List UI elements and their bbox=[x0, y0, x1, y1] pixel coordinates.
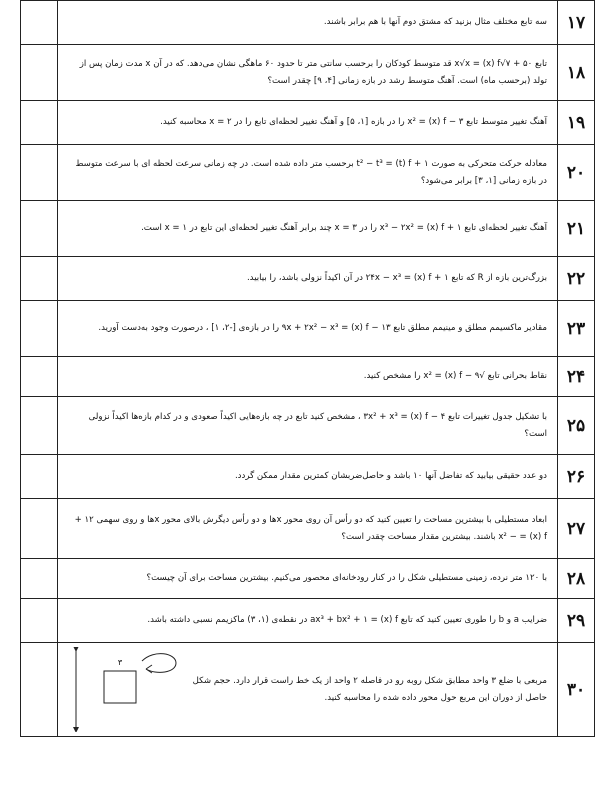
score-cell bbox=[21, 45, 58, 101]
question-number: ۲۴ bbox=[558, 357, 595, 397]
question-row bbox=[21, 455, 595, 499]
question-number: ۲۹ bbox=[558, 599, 595, 643]
score-cell bbox=[21, 301, 58, 357]
question-row bbox=[21, 145, 595, 201]
question-row bbox=[21, 397, 595, 455]
score-cell bbox=[21, 257, 58, 301]
question-row bbox=[21, 599, 595, 643]
question-number: ۲۸ bbox=[558, 559, 595, 599]
score-cell bbox=[21, 455, 58, 499]
question-row bbox=[21, 559, 595, 599]
question-row bbox=[21, 45, 595, 101]
score-cell bbox=[21, 397, 58, 455]
question-row bbox=[21, 257, 595, 301]
square-side-label: ۳ bbox=[117, 658, 123, 667]
question-text-cell: دو عدد حقیقی بیابید که تفاضل آنها ۱۰ باشد و حاصل‌ضربشان کمترین مقدار ممکن گردد. bbox=[58, 455, 558, 499]
score-cell bbox=[21, 599, 58, 643]
question-number: ۱۹ bbox=[558, 101, 595, 145]
question-text-cell: نقاط بحرانی تابع √۹ − x² = (x) f را مشخص کنید. bbox=[58, 357, 558, 397]
questions-table bbox=[20, 0, 595, 737]
rotation-figure bbox=[66, 647, 186, 732]
question-number: ۱۷ bbox=[558, 1, 595, 45]
question-number: ۲۳ bbox=[558, 301, 595, 357]
question-text-cell: ضرایب a و b را طوری تعیین کنید که تابع ax³ + bx² + ۱ = (x) f در نقطه‌ی (۱، ۳) ماکزیمم نسبی داشته باشد. bbox=[58, 599, 558, 643]
question-text-cell: با تشکیل جدول تغییرات تابع ۴ − ۳x² + x³ = (x) f ، مشخص کنید تابع در چه بازه‌هایی اکیداً صعودی و در کدام بازه‌ها اکیداً نزولی است؟ bbox=[58, 397, 558, 455]
question-text-cell: با ۱۲۰ متر نرده، زمینی مستطیلی شکل را در کنار رودخانه‌ای محصور می‌کنیم. بیشترین مساحت برای آن چیست؟ bbox=[58, 559, 558, 599]
question-text-cell: ابعاد مستطیلی با بیشترین مساحت را تعیین کنید که دو رأس آن روی محور xها و دو رأس دیگرش بالای محور xها و روی سهمی ۱۲ + x² − = (x) f باشند. بیشترین مقدار مساحت چقدر است؟ bbox=[58, 499, 558, 559]
question-number: ۲۲ bbox=[558, 257, 595, 301]
score-cell bbox=[21, 145, 58, 201]
question-number: ۲۰ bbox=[558, 145, 595, 201]
score-cell bbox=[21, 357, 58, 397]
question-row bbox=[21, 643, 595, 737]
question-text-cell: سه تابع مختلف مثال بزنید که مشتق دوم آنها با هم برابر باشند. bbox=[58, 1, 558, 45]
question-text-cell: بزرگ‌ترین بازه از R که تابع ۱ + ۲۴x − x³ = (x) f در آن اکیداً نزولی باشد، را بیابید. bbox=[58, 257, 558, 301]
question-sheet bbox=[20, 0, 595, 737]
question-row bbox=[21, 357, 595, 397]
score-cell bbox=[21, 559, 58, 599]
question-text-cell bbox=[58, 643, 558, 737]
question-text-cell: آهنگ تغییر متوسط تابع ۳ − x² = (x) f را در بازه [۱، ۵] و آهنگ تغییر لحظه‌ای تابع را در ۲ = x محاسبه کنید. bbox=[58, 101, 558, 145]
question-number: ۲۱ bbox=[558, 201, 595, 257]
question-row bbox=[21, 201, 595, 257]
score-cell bbox=[21, 1, 58, 45]
score-cell bbox=[21, 101, 58, 145]
question-text: مربعی با ضلع ۳ واحد مطابق شکل روبه رو در فاصله ۲ واحد از یک خط راست قرار دارد. حجم شکل حاصل از دوران این مربع حول محور داده شده را محاسبه کنید. bbox=[192, 675, 547, 703]
question-text-cell: مقادیر ماکسیمم مطلق و مینیمم مطلق تابع ۱۳ − ۹x + ۲x² − x³ = (x) f را در بازه‌ی [-۲، ۱] ، درصورت وجود به‌دست آورید. bbox=[58, 301, 558, 357]
square-shape bbox=[104, 671, 136, 703]
question-row bbox=[21, 301, 595, 357]
question-number: ۲۷ bbox=[558, 499, 595, 559]
question-row bbox=[21, 499, 595, 559]
question-row bbox=[21, 1, 595, 45]
question-number: ۳۰ bbox=[558, 643, 595, 737]
question-text-cell: تابع ۵۰ + ۷√x√x = (x) f قد متوسط کودکان را برحسب سانتی متر تا حدود ۶۰ ماهگی نشان می‌دهد. که در آن x مدت زمان پس از تولد (برحسب ماه) است. آهنگ متوسط رشد در بازه زمانی [۴، ۹] چقدر است؟ bbox=[58, 45, 558, 101]
question-number: ۱۸ bbox=[558, 45, 595, 101]
score-cell bbox=[21, 643, 58, 737]
question-number: ۲۶ bbox=[558, 455, 595, 499]
question-row bbox=[21, 101, 595, 145]
question-text-cell: معادله حرکت متحرکی به صورت ۱ + t² − t³ = (t) f برحسب متر داده شده است. در چه زمانی سرعت لحظه ای با سرعت متوسط در بازه زمانی [۱، ۳] برابر می‌شود؟ bbox=[58, 145, 558, 201]
question-number: ۲۵ bbox=[558, 397, 595, 455]
score-cell bbox=[21, 499, 58, 559]
score-cell bbox=[21, 201, 58, 257]
question-text-cell: آهنگ تغییر لحظه‌ای تابع ۱ + x³ − ۲x² = (x) f را در ۳ = x چند برابر آهنگ تغییر لحظه‌ای این تابع در ۱ = x است. bbox=[58, 201, 558, 257]
